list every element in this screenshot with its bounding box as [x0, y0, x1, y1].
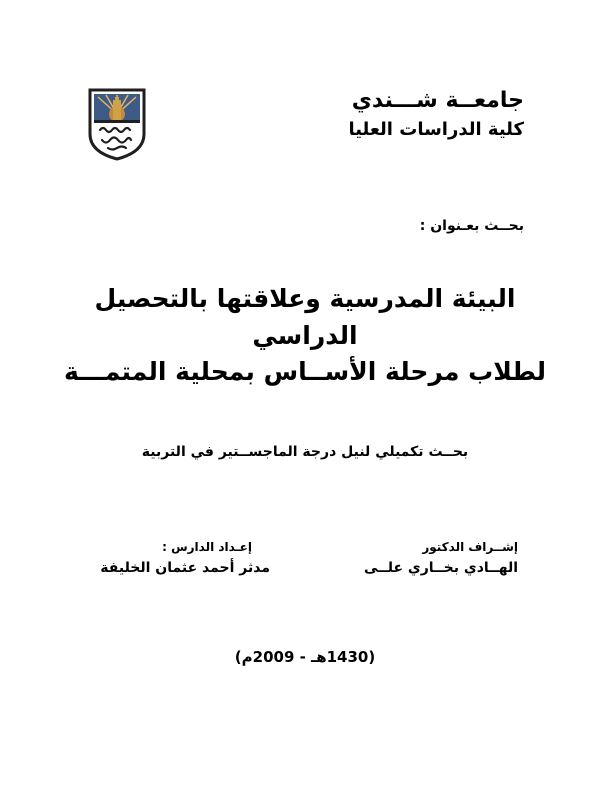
preparer-name: مدثر أحمد عثمان الخليفة	[100, 560, 270, 576]
supervisor-label: إشــراف الدكتور	[422, 540, 518, 554]
thesis-title-line-3: لطلاب مرحلة الأســاس بمحلية المتمـــة	[63, 357, 547, 386]
preparer-label: إعـداد الدارس :	[162, 540, 252, 554]
university-logo	[86, 86, 148, 162]
degree-statement: بحــث تكميلي لنيل درجة الماجســتير في التربية	[141, 444, 469, 460]
date-line: (1430هـ - 2009م)	[234, 648, 376, 666]
logo-tower	[113, 100, 121, 122]
research-label: بحــث بعـنوان :	[419, 218, 524, 234]
supervisor-name: الهــادي بخــاري علــى	[364, 560, 518, 576]
university-name: جامعــة شـــندي	[351, 88, 524, 113]
thesis-title-line-2: الدراسي	[252, 321, 358, 350]
thesis-title-line-1: البيئة المدرسية وعلاقتها بالتحصيل	[94, 284, 516, 313]
faculty-name: كلية الدراسات العليا	[348, 119, 524, 140]
